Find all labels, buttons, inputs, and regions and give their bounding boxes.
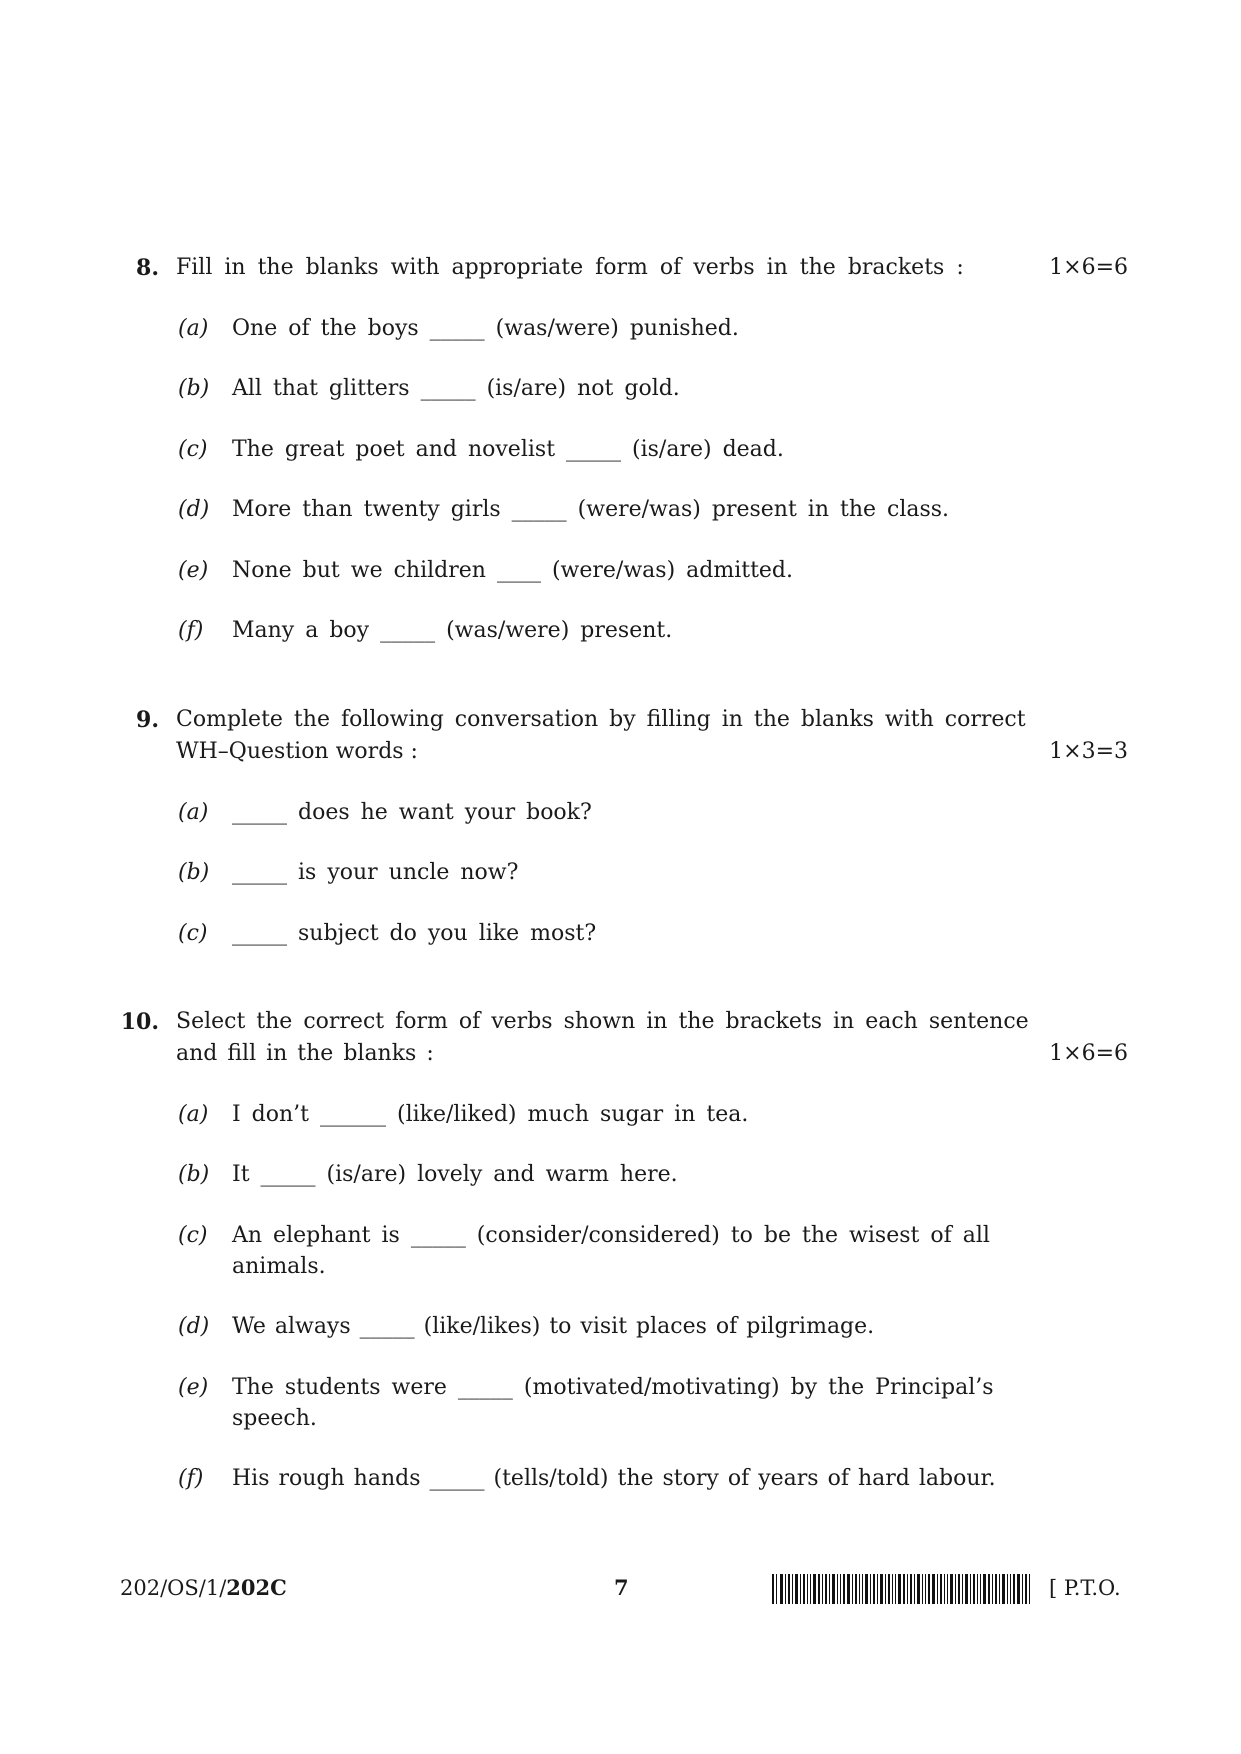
item-label: (a) (178, 1102, 209, 1127)
barcode (772, 1574, 1030, 1604)
item-label: (c) (178, 921, 208, 946)
item-text: Many a boy _____ (was/were) present. (232, 618, 673, 643)
item-text: It _____ (is/are) lovely and warm here. (232, 1162, 678, 1187)
question-number: 9. (136, 707, 159, 733)
item-label: (f) (178, 618, 204, 643)
pto-label: [ P.T.O. (1049, 1576, 1121, 1600)
item-text: None but we children ____ (were/was) admitted. (232, 558, 794, 583)
item-text-line-1: The students were _____ (motivated/motivating) by the Principal’s (232, 1375, 994, 1400)
item-label: (d) (178, 1314, 210, 1339)
marks: 1×3=3 (1049, 739, 1128, 764)
page-number: 7 (614, 1575, 629, 1600)
item-text: One of the boys _____ (was/were) punished. (232, 316, 739, 341)
question-text-line-1: Select the correct form of verbs shown in the brackets in each sentence (176, 1009, 1029, 1034)
item-text: His rough hands _____ (tells/told) the story of years of hard labour. (232, 1466, 996, 1491)
item-text: _____ is your uncle now? (232, 860, 519, 885)
item-text: I don’t ______ (like/liked) much sugar in tea. (232, 1102, 749, 1127)
paper-code (120, 1572, 287, 1604)
item-text: _____ does he want your book? (232, 800, 592, 825)
item-label: (b) (178, 1162, 210, 1187)
item-label: (d) (178, 497, 210, 522)
item-label: (e) (178, 1375, 209, 1400)
question-number: 8. (136, 255, 159, 281)
item-label: (e) (178, 558, 209, 583)
question-text: Fill in the blanks with appropriate form of verbs in the brackets : (176, 255, 964, 280)
item-label: (c) (178, 1223, 208, 1248)
item-text: All that glitters _____ (is/are) not gold. (232, 376, 680, 401)
paper-code-prefix: 202/OS/1/ (120, 1576, 227, 1600)
item-text-line-2: speech. (232, 1406, 317, 1431)
item-label: (a) (178, 800, 209, 825)
paper-code-bold: 202C (226, 1575, 287, 1600)
item-text: _____ subject do you like most? (232, 921, 597, 946)
marks: 1×6=6 (1049, 255, 1128, 280)
item-text: More than twenty girls _____ (were/was) present in the class. (232, 497, 950, 522)
item-label: (b) (178, 376, 210, 401)
question-text-line-2: WH–Question words : (176, 739, 418, 764)
item-text-line-1: An elephant is _____ (consider/considered) to be the wisest of all (232, 1223, 990, 1248)
item-label: (f) (178, 1466, 204, 1491)
marks: 1×6=6 (1049, 1041, 1128, 1066)
item-text-line-2: animals. (232, 1254, 326, 1279)
item-text: The great poet and novelist _____ (is/are) dead. (232, 437, 784, 462)
page-footer (0, 1572, 1241, 1604)
question-number: 10. (120, 1009, 159, 1035)
question-text-line-2: and fill in the blanks : (176, 1041, 434, 1066)
item-label: (c) (178, 437, 208, 462)
item-label: (a) (178, 316, 209, 341)
item-text: We always _____ (like/likes) to visit places of pilgrimage. (232, 1314, 875, 1339)
item-label: (b) (178, 860, 210, 885)
question-text-line-1: Complete the following conversation by filling in the blanks with correct (176, 707, 1026, 732)
